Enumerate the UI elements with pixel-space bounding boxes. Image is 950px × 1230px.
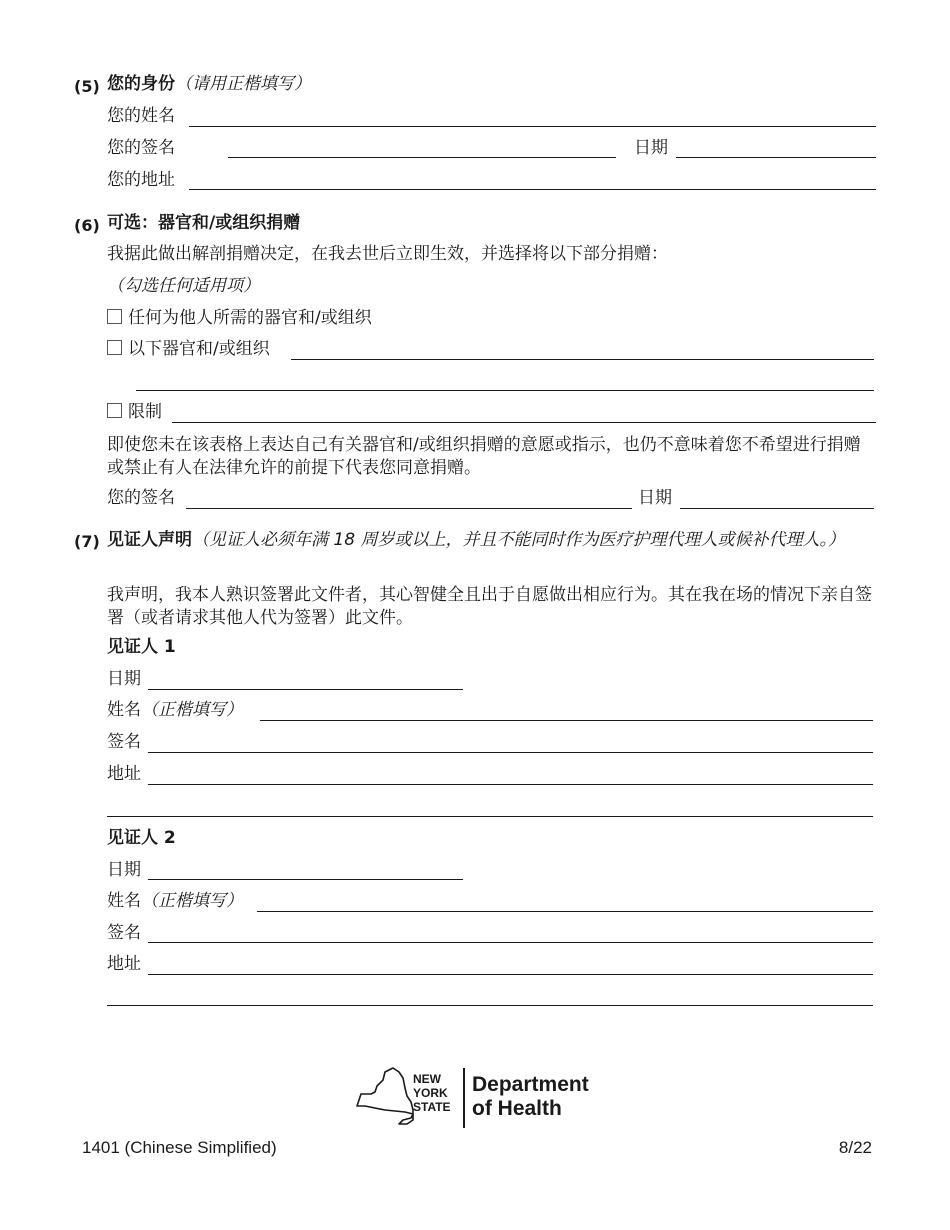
- witness-1-name-label: [107, 701, 243, 721]
- section-7-number: (7): [74, 532, 100, 551]
- option-limitations[interactable]: [107, 403, 162, 423]
- option-following-organs-label: 以下器官和/或组织: [128, 339, 270, 359]
- your-signature-field[interactable]: [228, 157, 616, 158]
- section-5-heading: [107, 75, 311, 95]
- witness-1-address-field[interactable]: [148, 784, 873, 785]
- section-5-number: (5): [74, 77, 100, 96]
- witness-2-name-text: 姓名: [107, 891, 141, 911]
- checkbox-any-organs[interactable]: [107, 309, 122, 324]
- witness-1-date-label: 日期: [107, 669, 141, 689]
- witness-2-name-field[interactable]: [257, 911, 873, 912]
- section-5-title: 您的身份: [107, 74, 175, 94]
- option-following-organs[interactable]: [107, 340, 270, 360]
- witness-2-address-label: 地址: [107, 954, 141, 974]
- witness-2-signature-field[interactable]: [148, 942, 873, 943]
- witness-2-address-field[interactable]: [148, 974, 873, 975]
- section-6-title: 可选：器官和/或组织捐赠: [107, 213, 301, 233]
- logo-state-line-2: YORK: [413, 1086, 448, 1100]
- checkbox-following-organs[interactable]: [107, 340, 122, 355]
- option-any-organs-label: 任何为他人所需的器官和/或组织: [128, 308, 372, 328]
- section-7-hint: （见证人必须年满 18 周岁或以上，并且不能同时作为医疗护理代理人或候补代理人。）: [192, 530, 845, 550]
- your-name-label: 您的姓名: [107, 106, 175, 126]
- witness-2-date-field[interactable]: [148, 879, 463, 880]
- option-limitations-label: 限制: [128, 402, 162, 422]
- witness-1-name-hint: （正楷填写）: [141, 700, 243, 720]
- witness-1-heading: 见证人 1: [107, 637, 176, 657]
- section-7-title: 见证人声明: [107, 530, 192, 550]
- your-address-label: 您的地址: [107, 170, 175, 190]
- witness-2-name-label: [107, 892, 243, 912]
- donation-signature-label: 您的签名: [107, 488, 175, 508]
- witness-1-name-field[interactable]: [260, 720, 873, 721]
- your-name-field[interactable]: [189, 126, 876, 127]
- witness-2-heading: 见证人 2: [107, 828, 176, 848]
- section-7-heading: [107, 529, 852, 552]
- form-version: 8/22: [838, 1138, 872, 1157]
- witness-1-name-text: 姓名: [107, 700, 141, 720]
- following-organs-field[interactable]: [291, 359, 874, 360]
- donation-signature-field[interactable]: [186, 508, 632, 509]
- donation-hint: （勾选任何适用项）: [107, 276, 260, 296]
- witness-1-signature-field[interactable]: [148, 752, 873, 753]
- witness-1-address-field-2[interactable]: [107, 816, 873, 817]
- limitations-field[interactable]: [172, 422, 876, 423]
- logo-state-line-1: NEW: [413, 1072, 441, 1086]
- logo-state-text: [413, 1072, 451, 1114]
- logo-dept-line-2: of Health: [472, 1097, 562, 1120]
- witness-2-address-field-2[interactable]: [107, 1005, 873, 1006]
- logo-divider: [463, 1068, 465, 1128]
- donation-intro: 我据此做出解剖捐赠决定，在我去世后立即生效，并选择将以下部分捐赠：: [107, 244, 668, 264]
- following-organs-field-2[interactable]: [136, 390, 874, 391]
- section-6-number: (6): [74, 216, 100, 235]
- logo-dept-text: [472, 1073, 589, 1121]
- witness-2-date-label: 日期: [107, 860, 141, 880]
- witness-1-address-label: 地址: [107, 764, 141, 784]
- witness-1-signature-label: 签名: [107, 732, 141, 752]
- new-york-state-map-icon: [355, 1066, 415, 1128]
- your-address-field[interactable]: [189, 189, 876, 190]
- witness-1-date-field[interactable]: [148, 689, 463, 690]
- donation-note: 即使您未在该表格上表达自己有关器官和/或组织捐赠的意愿或指示，也仍不意味着您不希望进行捐赠或禁止有人在法律允许的前提下代表您同意捐赠。: [107, 435, 861, 478]
- logo-state-line-3: STATE: [413, 1100, 451, 1114]
- checkbox-limitations[interactable]: [107, 403, 122, 418]
- logo-dept-line-1: Department: [472, 1073, 589, 1096]
- witness-2-signature-label: 签名: [107, 923, 141, 943]
- date-label: 日期: [634, 138, 668, 158]
- form-id: 1401 (Chinese Simplified): [82, 1138, 277, 1157]
- your-signature-label: 您的签名: [107, 138, 175, 158]
- witness-2-name-hint: （正楷填写）: [141, 891, 243, 911]
- section-5-hint: （请用正楷填写）: [175, 74, 311, 94]
- date-field[interactable]: [676, 157, 876, 158]
- donation-date-field[interactable]: [680, 508, 874, 509]
- option-any-organs[interactable]: [107, 309, 372, 329]
- witness-statement: 我声明，我本人熟识签署此文件者，其心智健全且出于自愿做出相应行为。其在我在场的情况下亲自签署（或者请求其他人代为签署）此文件。: [107, 585, 872, 628]
- donation-date-label: 日期: [638, 488, 672, 508]
